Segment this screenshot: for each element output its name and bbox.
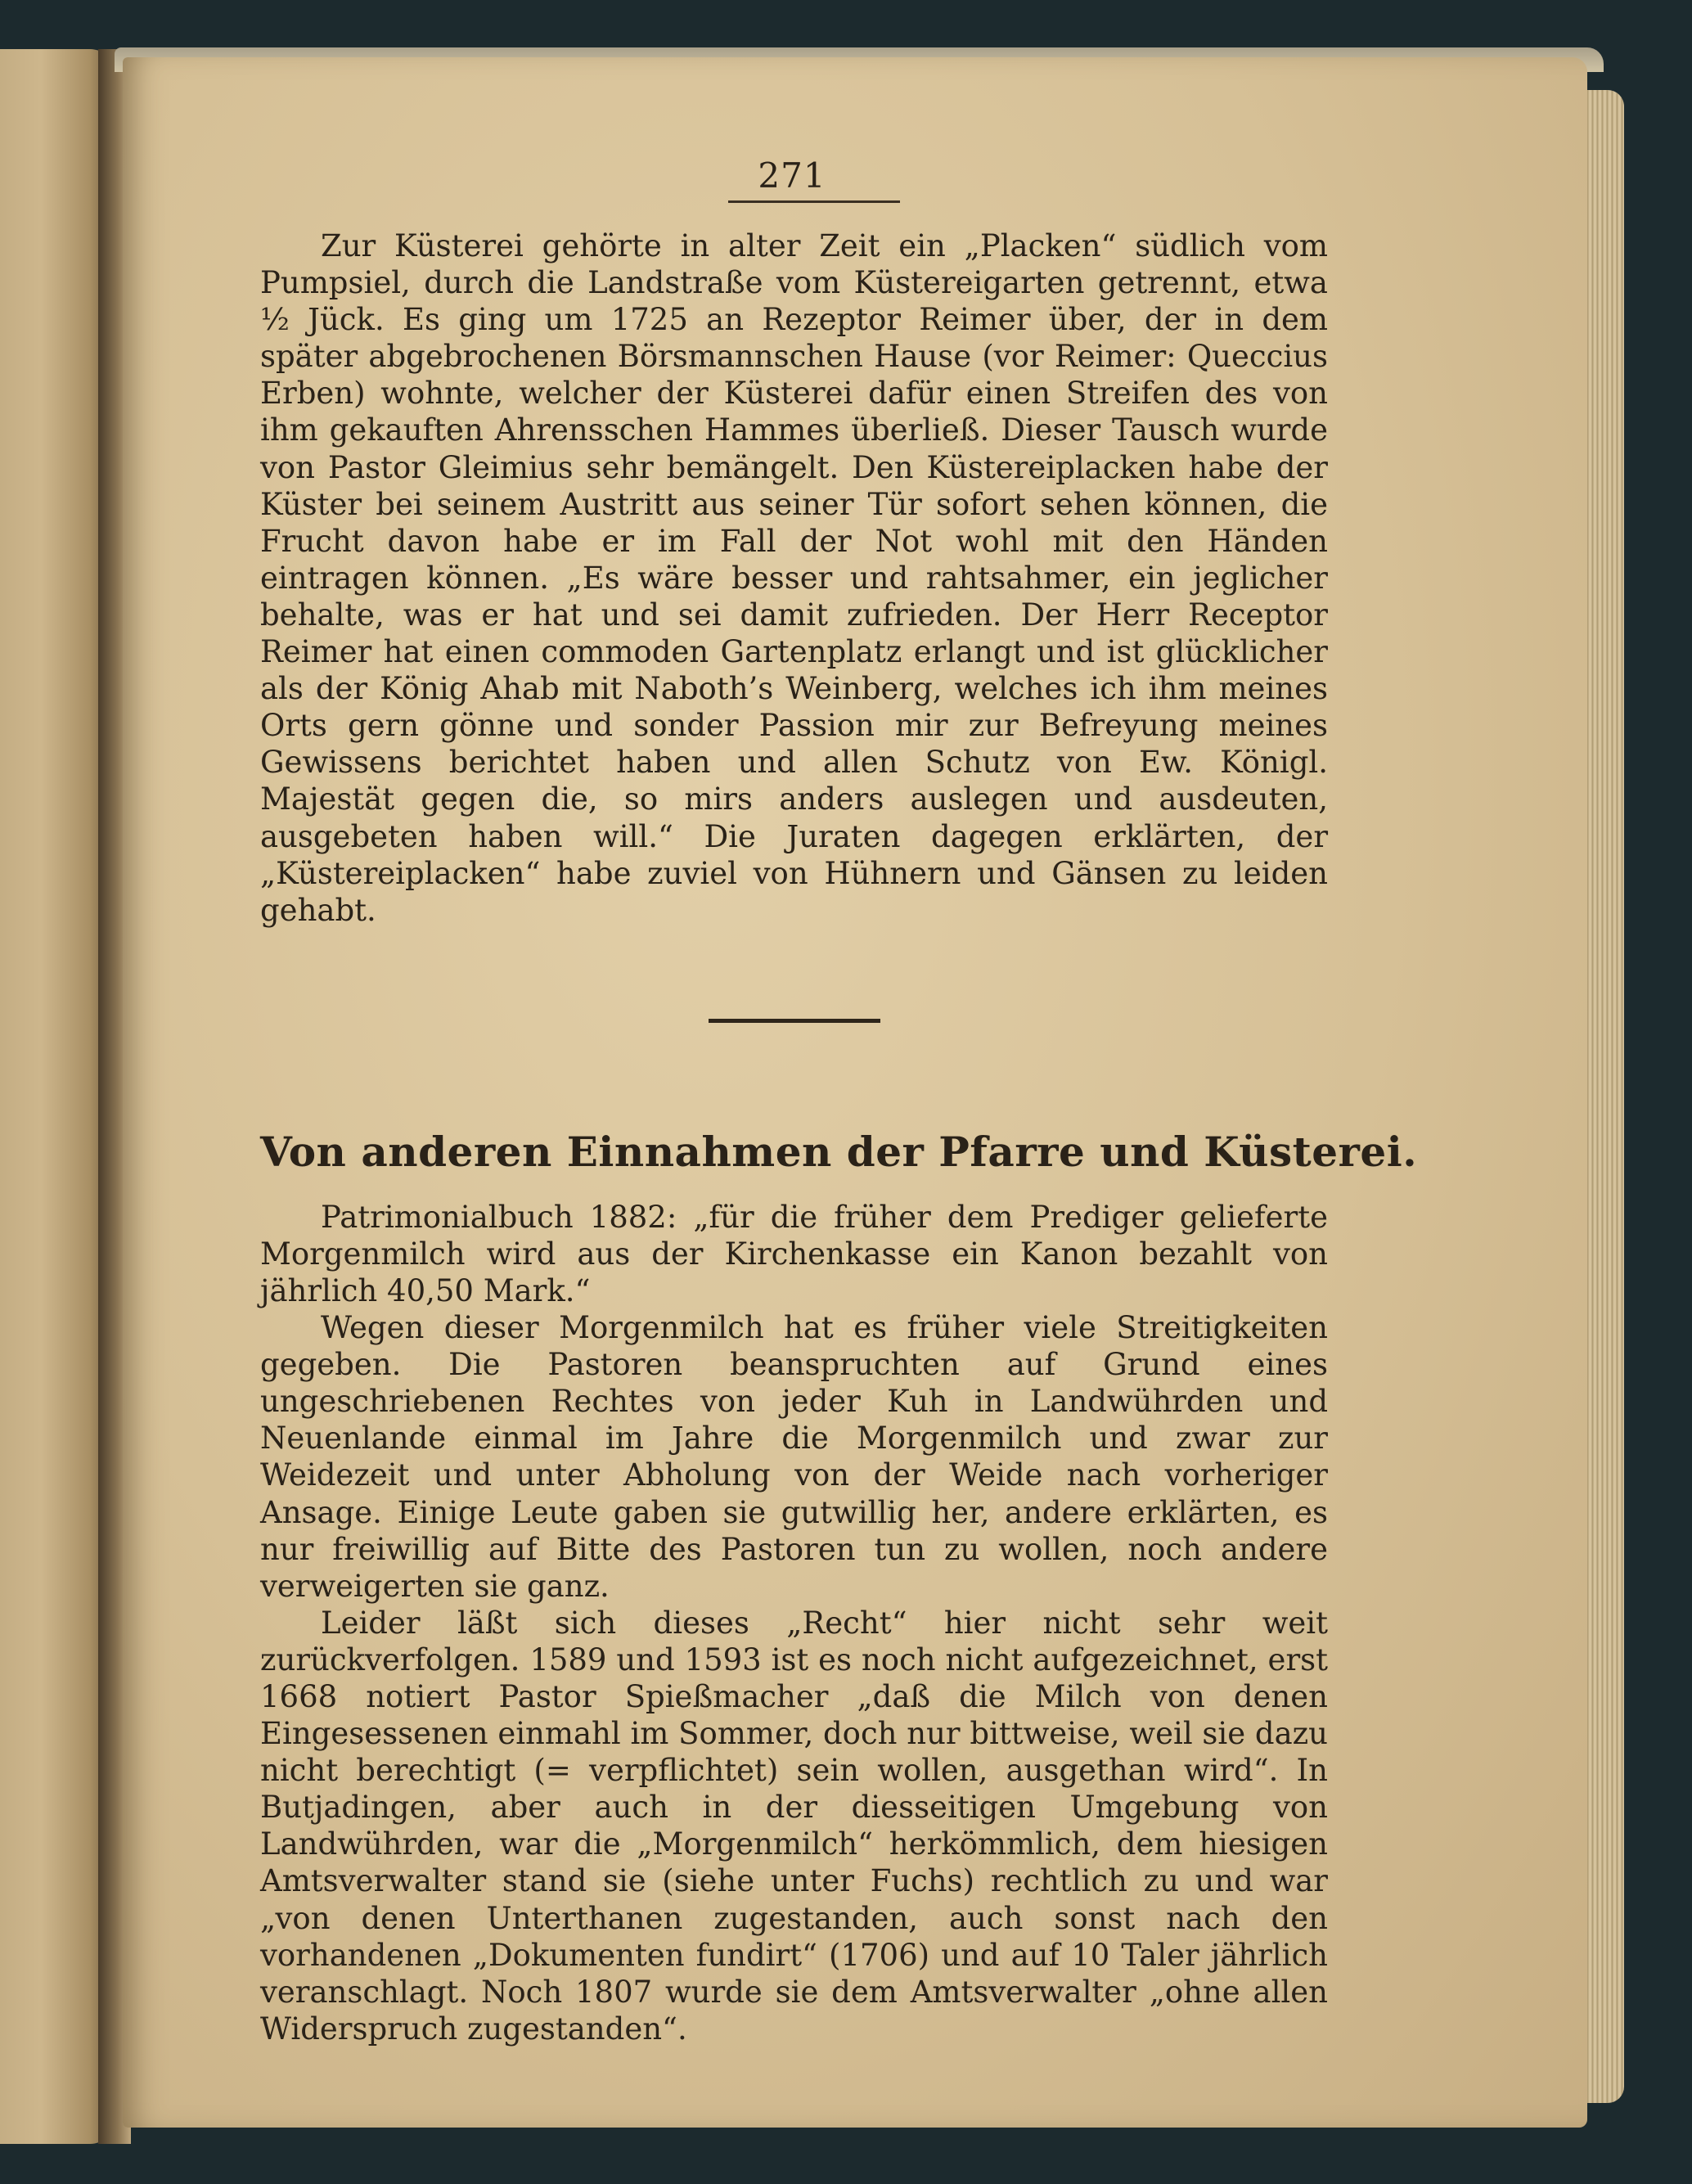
section-heading: Von anderen Einnahmen der Pfarre und Küsterei. [260, 1127, 1418, 1176]
section-einnahmen [260, 1127, 1418, 2047]
paragraph-kuesterei-placken: Zur Küsterei gehörte in alter Zeit ein „Placken“ südlich vom Pumpsiel, durch die Landstraße vom Küstereigarten getrennt, etwa ½ Jück. Es ging um 1725 an Rezeptor Reimer über, der in dem später abgebrochenen Börsmannschen Hause (vor Reimer: Queccius Erben) wohnte, welcher der Küsterei dafür einen Streifen des von ihm gekauften Ahrensschen Hammes überließ. Dieser Tausch wurde von Pastor Gleimius sehr bemängelt. Den Küstereiplacken habe der Küster bei seinem Austritt aus seiner Tür sofort sehen können, die Frucht davon habe er im Fall der Not wohl mit den Händen eintragen können. „Es wäre besser und rahtsahmer, ein jeglicher behalte, was er hat und sei damit zufrieden. Der Herr Receptor Reimer hat einen commoden Gartenplatz erlangt und ist glücklicher als der König Ahab mit Naboth’s Weinberg, welches ich ihm meines Orts gern gönne und sonder Passion mir zur Befreyung meines Gewissens berichtet haben und allen Schutz von Ew. Königl. Majestät gegen die, so mirs anders auslegen und ausdeuten, ausgebeten haben will.“ Die Juraten dagegen erklärten, der „Küstereiplacken“ habe zuviel von Hühnern und Gänsen zu leiden gehabt. [260, 228, 1328, 928]
paragraph-morgenmilch-streit: Wegen dieser Morgenmilch hat es früher viele Streitigkeiten gegeben. Die Pastoren beanspruchten auf Grund eines ungeschriebenen Rechtes von jeder Kuh in Landwührden und Neuenlande einmal im Jahre die Morgenmilch und zwar zur Weidezeit und unter Abholung von der Weide nach vorheriger Ansage. Einige Leute gaben sie gutwillig her, andere erklärten, es nur freiwillig auf Bitte des Pastoren tun zu wollen, noch andere verweigerten sie ganz. [260, 1310, 1328, 1604]
page-content [260, 155, 1418, 2047]
page-number: 271 [758, 155, 826, 196]
paragraph-recht-geschichte: Leider läßt sich dieses „Recht“ hier nicht sehr weit zurückverfolgen. 1589 und 1593 ist es noch nicht aufgezeichnet, erst 1668 notiert Pastor Spießmacher „daß die Milch von denen Eingesessenen einmahl im Sommer, doch nur bittweise, weil sie dazu nicht berechtigt (= verpflichtet) sein wollen, ausgethan wird“. In Butjadingen, aber auch in der diesseitigen Umgebung von Landwührden, war die „Morgenmilch“ herkömmlich, dem hiesigen Amtsverwalter stand sie (siehe unter Fuchs) rechtlich zu und war „von denen Unterthanen zugestanden, auch sonst nach den vorhandenen „Dokumenten fundirt“ (1706) und auf 10 Taler jährlich veranschlagt. Noch 1807 wurde sie dem Amtsverwalter „ohne allen Widerspruch zugestanden“. [260, 1605, 1328, 2047]
left-page-edge [0, 49, 115, 2144]
paragraph-patrimonialbuch: Patrimonialbuch 1882: „für die früher dem Prediger gelieferte Morgenmilch wird aus der Kirchenkasse ein Kanon bezahlt von jährlich 40,50 Mark.“ [260, 1199, 1328, 1308]
page-number-underline [728, 200, 900, 203]
section-divider [709, 1019, 880, 1023]
